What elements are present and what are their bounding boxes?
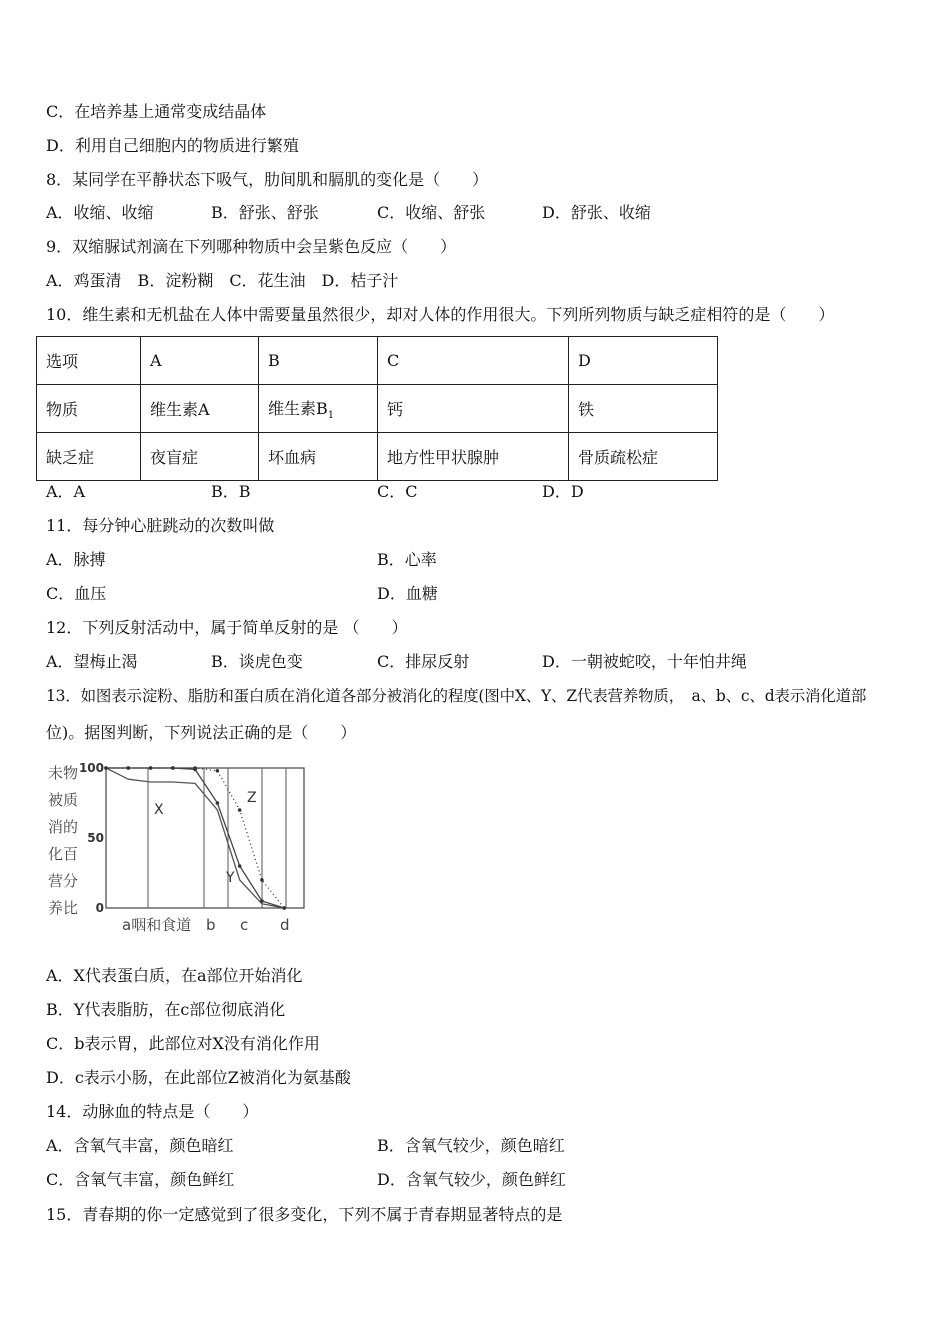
x-region-label: b bbox=[206, 916, 216, 934]
y-tick-label: 100 bbox=[78, 761, 104, 775]
q11-option-b[interactable]: B．心率 bbox=[377, 550, 437, 569]
series-z-line bbox=[106, 768, 284, 908]
q8-option-d[interactable]: D．舒张、收缩 bbox=[542, 203, 651, 222]
table-cell: 坏血病 bbox=[259, 433, 378, 481]
series-y-point bbox=[260, 899, 264, 903]
q10-option-c[interactable]: C．C bbox=[377, 482, 418, 501]
q8-option-a[interactable]: A．收缩、收缩 bbox=[46, 203, 154, 222]
q12-option-c[interactable]: C．排尿反射 bbox=[377, 652, 470, 671]
y-label-chars: 化百 bbox=[48, 845, 79, 863]
q13-option-c[interactable]: C．b表示胃，此部位对X没有消化作用 bbox=[46, 1034, 320, 1053]
question-9: 9．双缩脲试剂滴在下列哪种物质中会呈紫色反应（ ） bbox=[46, 237, 457, 256]
q11-option-d[interactable]: D．血糖 bbox=[377, 584, 438, 603]
x-region-label: c bbox=[240, 916, 249, 934]
chart-y-ticks bbox=[79, 761, 104, 915]
table-cell: 物质 bbox=[37, 385, 141, 433]
question-12: 12．下列反射活动中，属于简单反射的是 （ ） bbox=[46, 618, 408, 637]
table-cell: B bbox=[259, 337, 378, 385]
table-cell: 钙 bbox=[378, 385, 569, 433]
subscript: 1 bbox=[327, 410, 335, 422]
series-x-line bbox=[106, 768, 284, 908]
table-row bbox=[37, 433, 718, 481]
x-region-label: d bbox=[280, 916, 290, 934]
y-tick-label: 0 bbox=[95, 901, 104, 915]
q14-option-a[interactable]: A．含氧气丰富，颜色暗红 bbox=[46, 1136, 234, 1155]
chart-x-labels bbox=[122, 916, 290, 934]
question-15: 15．青春期的你一定感觉到了很多变化，下列不属于青春期显著特点的是 bbox=[46, 1205, 563, 1224]
q14-option-d[interactable]: D．含氧气较少，颜色鲜红 bbox=[377, 1170, 566, 1189]
q8-option-c[interactable]: C．收缩、舒张 bbox=[377, 203, 486, 222]
question-10: 10．维生素和无机盐在人体中需要量虽然很少，却对人体的作用很大。下列所列物质与缺乏症相符的是（ ） bbox=[46, 305, 835, 324]
q14-option-b[interactable]: B．含氧气较少，颜色暗红 bbox=[377, 1136, 565, 1155]
y-label-chars: 未物 bbox=[48, 764, 79, 782]
series-y-line bbox=[106, 768, 284, 908]
y-tick-label: 50 bbox=[87, 831, 104, 845]
q9-options[interactable]: A．鸡蛋清 B．淀粉糊 C．花生油 D．桔子汁 bbox=[46, 271, 399, 290]
table-cell: 维生素A bbox=[141, 385, 259, 433]
question-8: 8．某同学在平静状态下吸气，肋间肌和膈肌的变化是（ ） bbox=[46, 170, 489, 189]
digestion-chart bbox=[44, 758, 314, 938]
q13-option-d[interactable]: D．c表示小肠，在此部位Z被消化为氨基酸 bbox=[46, 1068, 351, 1087]
table-cell: D bbox=[569, 337, 718, 385]
q10-option-d[interactable]: D．D bbox=[542, 482, 584, 501]
x-region-label: a咽和食道 bbox=[122, 916, 192, 934]
question-11: 11．每分钟心脏跳动的次数叫做 bbox=[46, 516, 275, 535]
chart-series bbox=[104, 766, 286, 910]
series-z-point bbox=[216, 769, 220, 773]
table-cell: 骨质疏松症 bbox=[569, 433, 718, 481]
q12-option-d[interactable]: D．一朝被蛇咬，十年怕井绳 bbox=[542, 652, 747, 671]
q10-option-b[interactable]: B．B bbox=[211, 482, 251, 501]
series-z-point bbox=[104, 766, 108, 770]
q11-option-a[interactable]: A．脉搏 bbox=[46, 550, 106, 569]
question-13-line-1: 13．如图表示淀粉、脂肪和蛋白质在消化道各部分被消化的程度(图中X、Y、Z代表营养物质， a、b、c、d表示消化道部 bbox=[46, 687, 867, 705]
series-z-label: Z bbox=[247, 790, 257, 806]
q11-option-c[interactable]: C．血压 bbox=[46, 584, 107, 603]
y-label-chars: 消的 bbox=[48, 818, 79, 836]
table-cell: 夜盲症 bbox=[141, 433, 259, 481]
series-z-point bbox=[282, 906, 286, 910]
y-label-chars: 营分 bbox=[48, 872, 79, 890]
table-cell: 选项 bbox=[37, 337, 141, 385]
series-y-label: Y bbox=[226, 870, 235, 886]
q14-option-c[interactable]: C．含氧气丰富，颜色鲜红 bbox=[46, 1170, 235, 1189]
q12-option-a[interactable]: A．望梅止渴 bbox=[46, 652, 138, 671]
q13-option-a[interactable]: A．X代表蛋白质，在a部位开始消化 bbox=[46, 966, 303, 985]
q13-option-b[interactable]: B．Y代表脂肪，在c部位彻底消化 bbox=[46, 1000, 286, 1019]
chart-regions bbox=[148, 768, 286, 908]
series-z-point bbox=[260, 878, 264, 882]
table-cell: 缺乏症 bbox=[37, 433, 141, 481]
table-row bbox=[37, 337, 718, 385]
table-cell bbox=[259, 385, 378, 433]
question-13-line-2: 位)。据图判断，下列说法正确的是（ ） bbox=[46, 723, 357, 742]
table-cell: 地方性甲状腺肿 bbox=[378, 433, 569, 481]
table-cell: A bbox=[141, 337, 259, 385]
series-x-label: X bbox=[154, 802, 164, 818]
series-z-point bbox=[171, 766, 175, 770]
series-y-point bbox=[216, 801, 220, 805]
q7-option-d: D．利用自己细胞内的物质进行繁殖 bbox=[46, 136, 299, 155]
series-y-point bbox=[238, 864, 242, 868]
series-z-point bbox=[238, 808, 242, 812]
q7-option-c: C．在培养基上通常变成结晶体 bbox=[46, 102, 267, 121]
series-z-point bbox=[149, 766, 153, 770]
question-14: 14．动脉血的特点是（ ） bbox=[46, 1102, 259, 1121]
q10-table bbox=[36, 336, 718, 481]
y-label-chars: 被质 bbox=[48, 791, 79, 809]
table-row bbox=[37, 385, 718, 433]
chart-y-label bbox=[48, 764, 78, 917]
q10-option-a[interactable]: A．A bbox=[46, 482, 86, 501]
chart-frame bbox=[106, 768, 304, 908]
cell-text: 维生素B bbox=[268, 398, 328, 418]
q8-option-b[interactable]: B．舒张、舒张 bbox=[211, 203, 319, 222]
series-z-point bbox=[193, 766, 197, 770]
series-z-point bbox=[126, 766, 130, 770]
q12-option-b[interactable]: B．谈虎色变 bbox=[211, 652, 303, 671]
table-cell: 铁 bbox=[569, 385, 718, 433]
table-cell: C bbox=[378, 337, 569, 385]
y-label-chars: 养比 bbox=[48, 899, 79, 917]
